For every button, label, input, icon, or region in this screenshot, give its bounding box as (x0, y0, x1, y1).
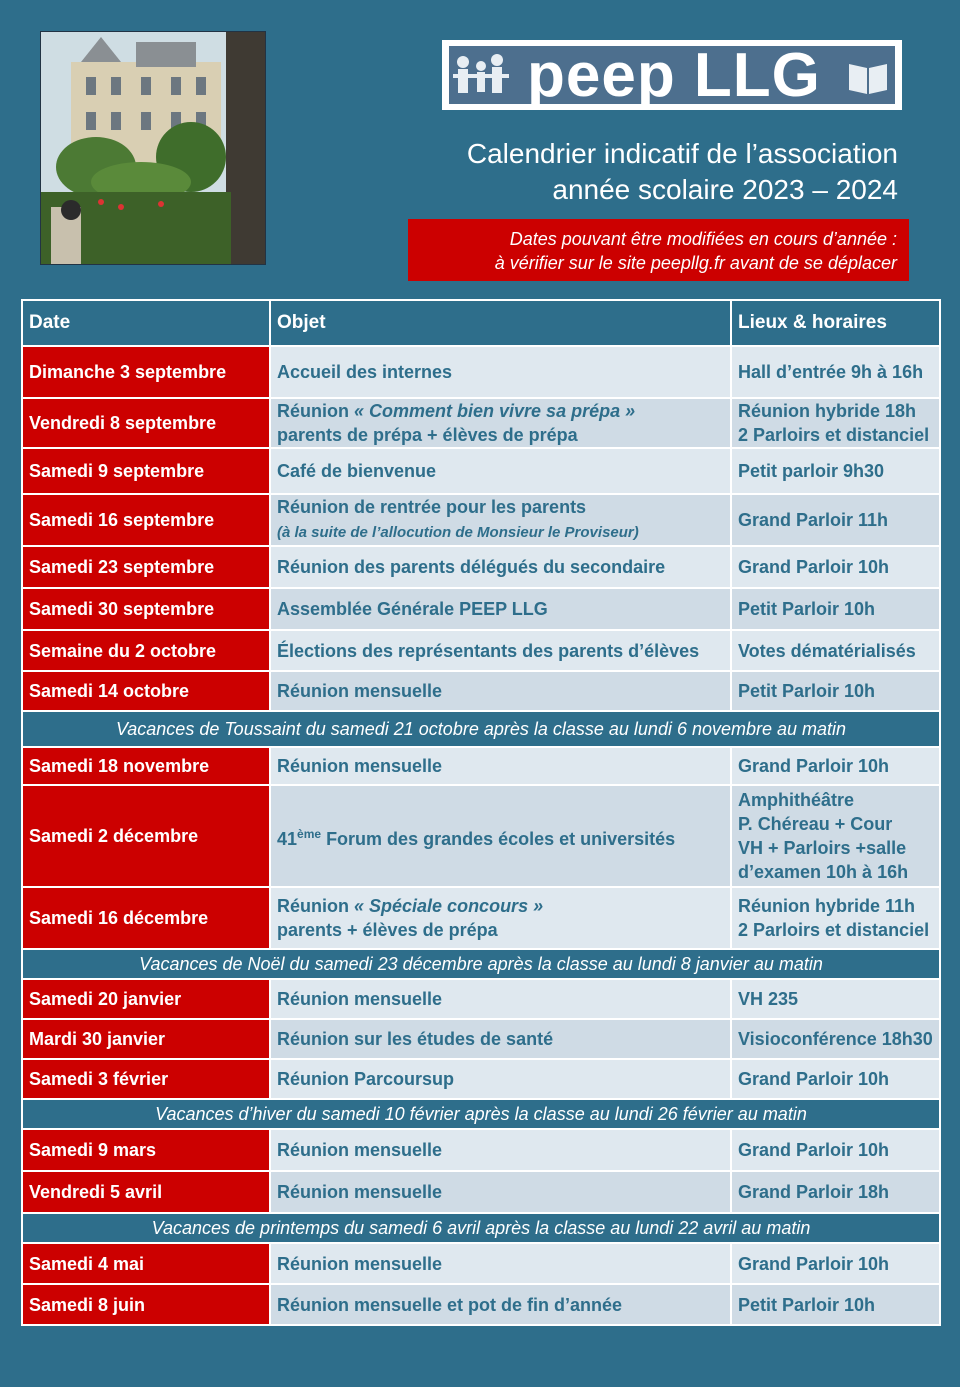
header-date: Date (22, 300, 270, 346)
event-date: Samedi 23 septembre (22, 546, 270, 588)
event-objet: Élections des représentants des parents d’élèves (270, 630, 731, 671)
event-objet: Réunion mensuelle (270, 1171, 731, 1213)
objet-prefix: Réunion (277, 401, 354, 421)
lieu-line-1: Réunion hybride 11h (738, 896, 916, 916)
objet-line-2: parents + élèves de prépa (277, 920, 498, 940)
event-date: Samedi 20 janvier (22, 979, 270, 1019)
event-date: Samedi 16 septembre (22, 494, 270, 546)
vacation-note: Vacances de Toussaint du samedi 21 octobre après la classe au lundi 6 novembre au matin (22, 711, 940, 747)
table-row (22, 1059, 940, 1099)
lieu-line-1: Amphithéâtre (738, 790, 855, 810)
table-row (22, 887, 940, 949)
event-objet: Réunion des parents délégués du secondaire (270, 546, 731, 588)
event-date: Vendredi 5 avril (22, 1171, 270, 1213)
event-objet: Réunion sur les études de santé (270, 1019, 731, 1059)
table-row (22, 1171, 940, 1213)
event-lieu: Votes dématérialisés (731, 630, 940, 671)
family-icon (451, 52, 521, 102)
table-row (22, 1129, 940, 1171)
event-lieu: Petit Parloir 10h (731, 671, 940, 711)
event-date: Mardi 30 janvier (22, 1019, 270, 1059)
event-lieu: VH 235 (731, 979, 940, 1019)
objet-subtitle: (à la suite de l’allocution de Monsieur le Proviseur) (277, 524, 639, 541)
table-row (22, 630, 940, 671)
book-icon (845, 54, 891, 100)
event-objet: Réunion mensuelle et pot de fin d’année (270, 1284, 731, 1325)
logo-text: peep LLG (527, 41, 821, 110)
event-lieu: Petit Parloir 10h (731, 588, 940, 630)
event-date: Vendredi 8 septembre (22, 398, 270, 448)
title-line-2: année scolaire 2023 – 2024 (552, 174, 898, 205)
event-date: Samedi 4 mai (22, 1243, 270, 1284)
vacation-note: Vacances d’hiver du samedi 10 février après la classe au lundi 26 février au matin (22, 1099, 940, 1129)
table-row (22, 671, 940, 711)
lieu-line-3: VH + Parloirs +salle (738, 838, 907, 858)
lieu-line-4: d’examen 10h à 16h (738, 862, 909, 882)
vacation-row (22, 1099, 940, 1129)
peep-llg-logo (442, 40, 902, 110)
table-header-row (22, 300, 940, 346)
objet-emphasis: « Spéciale concours » (354, 896, 544, 916)
objet-number: 41 (277, 828, 298, 849)
event-lieu: Grand Parloir 10h (731, 1059, 940, 1099)
event-date: Semaine du 2 octobre (22, 630, 270, 671)
event-objet: Réunion mensuelle (270, 1129, 731, 1171)
notice-line-1: Dates pouvant être modifiées en cours d’année : (509, 229, 897, 249)
lieu-line-2: 2 Parloirs et distanciel (738, 920, 930, 940)
objet-main: Réunion de rentrée pour les parents (277, 497, 587, 517)
event-objet (270, 887, 731, 949)
event-objet: Accueil des internes (270, 346, 731, 398)
vacation-row (22, 711, 940, 747)
event-date: Samedi 16 décembre (22, 887, 270, 949)
event-lieu (731, 785, 940, 887)
table-row (22, 494, 940, 546)
objet-line-2: parents de prépa + élèves de prépa (277, 425, 578, 445)
table-row (22, 448, 940, 494)
objet-emphasis: « Comment bien vivre sa prépa » (354, 401, 636, 421)
lieu-line-2: 2 Parloirs et distanciel (738, 425, 930, 445)
table-row (22, 979, 940, 1019)
event-lieu: Hall d’entrée 9h à 16h (731, 346, 940, 398)
table-row (22, 588, 940, 630)
event-date: Samedi 8 juin (22, 1284, 270, 1325)
objet-superscript: ème (297, 826, 322, 841)
header-objet: Objet (270, 300, 731, 346)
title-line-1: Calendrier indicatif de l’association (466, 138, 898, 169)
event-date: Samedi 2 décembre (22, 785, 270, 887)
page-title (467, 136, 898, 208)
event-lieu: Grand Parloir 18h (731, 1171, 940, 1213)
notice-banner (408, 219, 909, 281)
table-row (22, 747, 940, 785)
calendar-table (21, 299, 941, 1326)
event-objet: Réunion mensuelle (270, 671, 731, 711)
event-date: Samedi 3 février (22, 1059, 270, 1099)
event-lieu: Visioconférence 18h30 (731, 1019, 940, 1059)
event-lieu: Petit Parloir 10h (731, 1284, 940, 1325)
table-row (22, 346, 940, 398)
event-objet (270, 494, 731, 546)
table-row (22, 1019, 940, 1059)
event-objet (270, 785, 731, 887)
event-date: Samedi 9 mars (22, 1129, 270, 1171)
table-row (22, 1243, 940, 1284)
school-courtyard-photo (40, 31, 266, 265)
objet-rest: Forum des grandes écoles et universités (321, 828, 676, 849)
event-lieu: Grand Parloir 10h (731, 1129, 940, 1171)
event-objet: Café de bienvenue (270, 448, 731, 494)
event-date: Samedi 18 novembre (22, 747, 270, 785)
event-objet: Réunion Parcoursup (270, 1059, 731, 1099)
event-date: Samedi 14 octobre (22, 671, 270, 711)
event-lieu: Grand Parloir 10h (731, 546, 940, 588)
event-objet: Assemblée Générale PEEP LLG (270, 588, 731, 630)
notice-line-2: à vérifier sur le site peepllg.fr avant de se déplacer (494, 253, 897, 273)
event-objet (270, 398, 731, 448)
event-date: Samedi 30 septembre (22, 588, 270, 630)
table-row (22, 546, 940, 588)
event-lieu: Grand Parloir 11h (731, 494, 940, 546)
event-objet: Réunion mensuelle (270, 1243, 731, 1284)
event-date: Dimanche 3 septembre (22, 346, 270, 398)
table-row (22, 785, 940, 887)
event-lieu (731, 887, 940, 949)
lieu-line-2: P. Chéreau + Cour (738, 814, 893, 834)
objet-prefix: Réunion (277, 896, 354, 916)
event-objet: Réunion mensuelle (270, 979, 731, 1019)
table-row (22, 398, 940, 448)
event-lieu: Grand Parloir 10h (731, 747, 940, 785)
header-lieux: Lieux & horaires (731, 300, 940, 346)
event-objet: Réunion mensuelle (270, 747, 731, 785)
event-lieu: Petit parloir 9h30 (731, 448, 940, 494)
lieu-line-1: Réunion hybride 18h (738, 401, 917, 421)
event-lieu (731, 398, 940, 448)
vacation-row (22, 1213, 940, 1243)
table-row (22, 1284, 940, 1325)
vacation-note: Vacances de Noël du samedi 23 décembre après la classe au lundi 8 janvier au matin (22, 949, 940, 979)
event-date: Samedi 9 septembre (22, 448, 270, 494)
event-lieu: Grand Parloir 10h (731, 1243, 940, 1284)
vacation-row (22, 949, 940, 979)
vacation-note: Vacances de printemps du samedi 6 avril après la classe au lundi 22 avril au matin (22, 1213, 940, 1243)
